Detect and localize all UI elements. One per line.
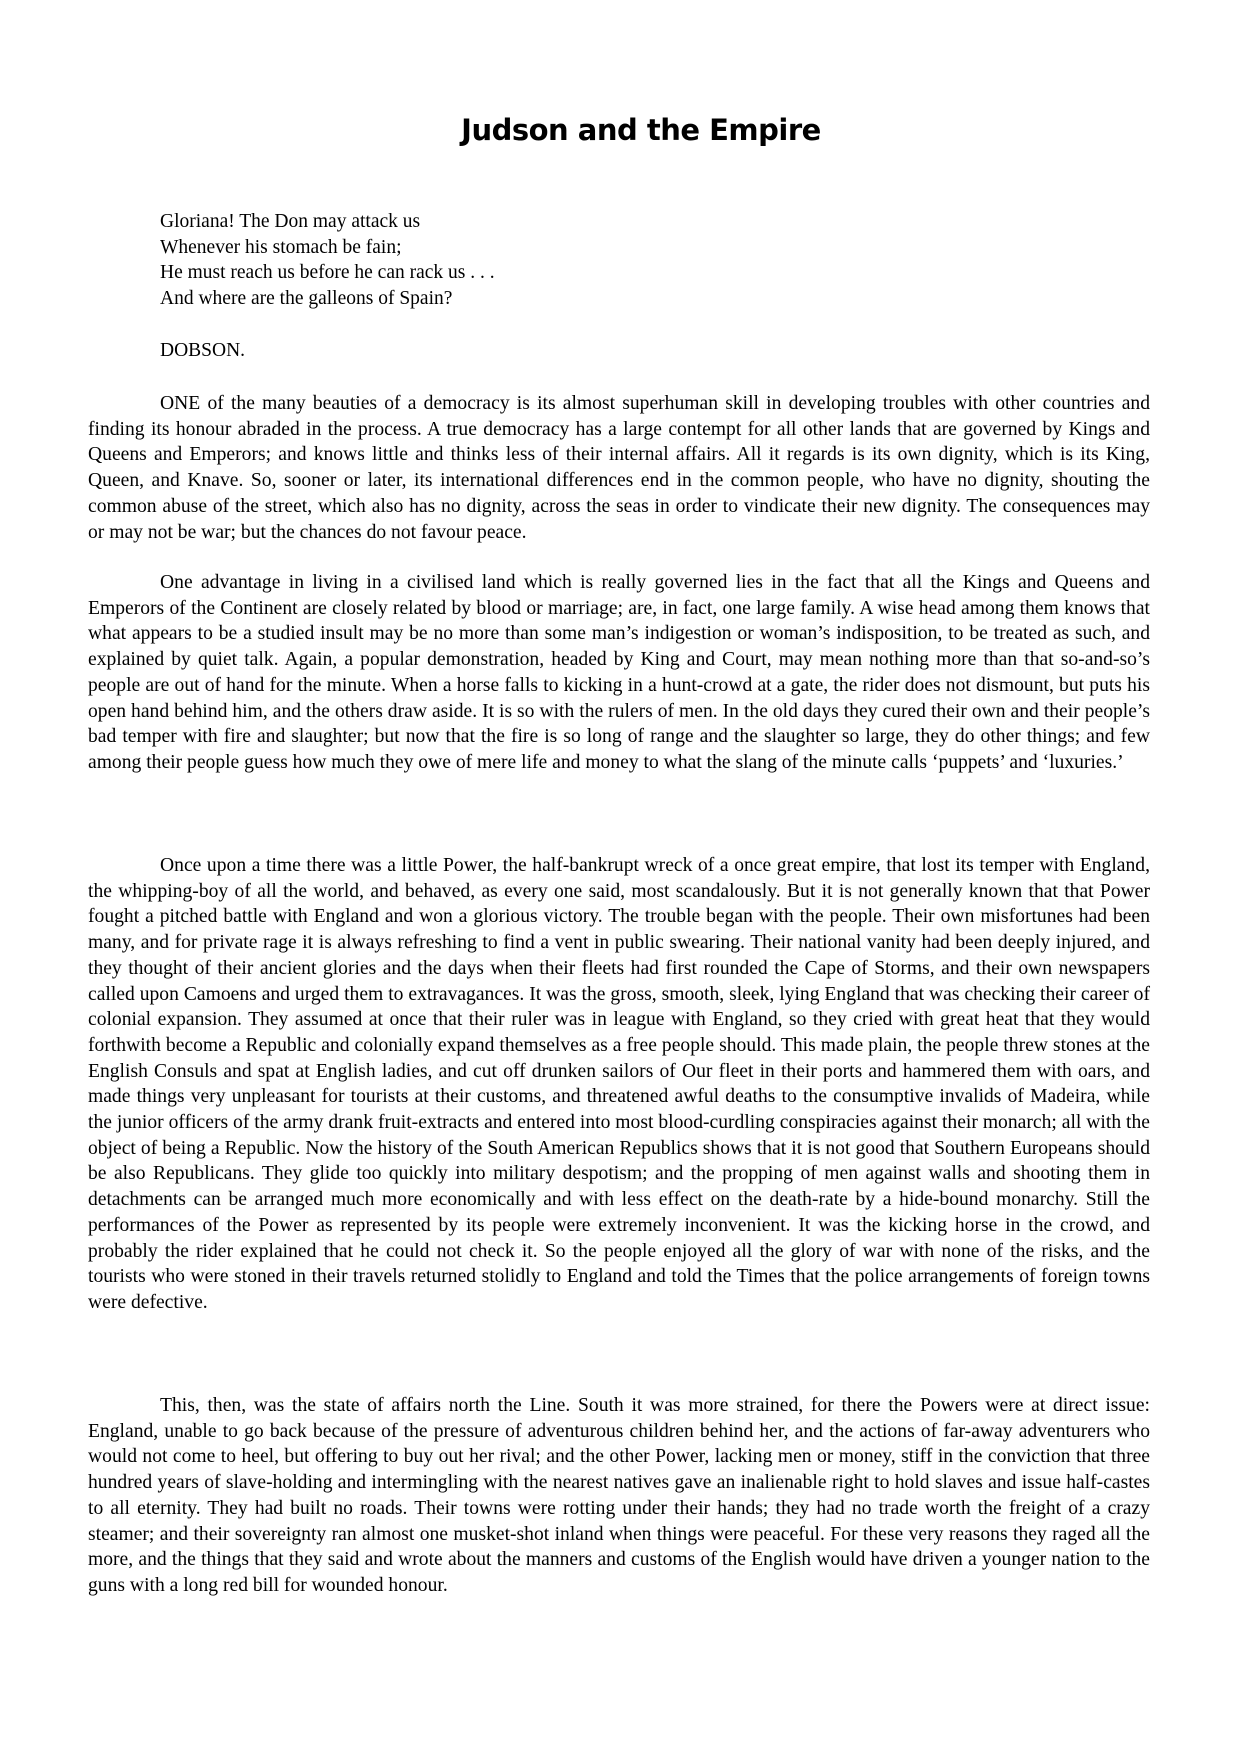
verse-line: Whenever his stomach be fain; xyxy=(160,236,402,258)
page-title: Judson and the Empire xyxy=(461,113,821,147)
body-paragraph: Once upon a time there was a little Power, the half-bankrupt wreck of a once great empire, that lost its temper with England, the whipping-boy of all the world, and behaved, as every one said, most scandalously. But it is not generally known that that Power fought a pitched battle with England and won a glorious victory. The trouble began with the people. Their own misfortunes had been many, and for private rage it is always refreshing to find a vent in public swearing. Their national vanity had been deeply injured, and they thought of their ancient glories and the days when their fleets had first rounded the Cape of Storms, and their own newspapers called upon Camoens and urged them to extravagances. It was the gross, smooth, sleek, lying England that was checking their career of colonial expansion. They assumed at once that their ruler was in league with England, so they cried with great heat that they would forthwith become a Republic and colonially expand themselves as a free people should. This made plain, the people threw stones at the English Consuls and spat at English ladies, and cut off drunken sailors of Our fleet in their ports and hammered them with oars, and made things very unpleasant for tourists at their customs, and threatened awful deaths to the consumptive invalids of Madeira, while the junior officers of the army drank fruit-extracts and entered into most blood-curdling conspiracies against their monarch; all with the object of being a Republic. Now the history of the South American Republics shows that it is not good that Southern Europeans should be also Republicans. They glide too quickly into military despotism; and the propping of men against walls and shooting them in detachments can be arranged much more economically and with less effect on the death-rate by a hide-bound monarchy. Still the performances of the Power as represented by its people were extremely inconvenient. It was the kicking horse in the crowd, and probably the rider explained that he could not check it. So the people enjoyed all the glory of war with none of the risks, and the tourists who were stoned in their travels returned stolidly to England and told the Times that the police arrangements of foreign towns were defective. xyxy=(88,855,1150,1313)
body-paragraph: One advantage in living in a civilised land which is really governed lies in the fact that all the Kings and Queens and Emperors of the Continent are closely related by blood or marriage; are, in fact, one large family. A wise head among them knows that what appears to be a studied insult may be no more than some man’s indigestion or woman’s indisposition, to be treated as such, and explained by quiet talk. Again, a popular demonstration, headed by King and Court, may mean nothing more than that so-and-so’s people are out of hand for the minute. When a horse falls to kicking in a hunt-crowd at a gate, the rider does not dismount, but puts his open hand behind him, and the others draw aside. It is so with the rulers of men. In the old days they cured their own and their people’s bad temper with fire and slaughter; but now that the fire is so long of range and the slaughter so large, they do other things; and few among their people guess how much they owe of mere life and money to what the slang of the minute calls ‘puppets’ and ‘luxuries.’ xyxy=(88,572,1150,773)
body-paragraph: This, then, was the state of affairs north the Line. South it was more strained, for there the Powers were at direct issue: England, unable to go back because of the pressure of adventurous children behind her, and the actions of far-away adventurers who would not come to heel, but offering to buy out her rival; and the other Power, lacking men or money, stiff in the conviction that three hundred years of slave-holding and intermingling with the nearest natives gave an inalienable right to hold slaves and issue half-castes to all eternity. They had built no roads. Their towns were rotting under their hands; they had no trade worth the freight of a crazy steamer; and their sovereignty ran almost one musket-shot inland when things were peaceful. For these very reasons they raged all the more, and the things that they said and wrote about the manners and customs of the English would have driven a younger nation to the guns with a long red bill for wounded honour. xyxy=(88,1395,1150,1596)
epigraph-attribution: DOBSON. xyxy=(160,340,246,361)
body-paragraph-4-block xyxy=(88,1393,1150,1599)
verse-line: Gloriana! The Don may attack us xyxy=(160,211,421,232)
verse-line: He must reach us before he can rack us . . . xyxy=(160,262,495,284)
body-paragraph-1-block xyxy=(88,391,1150,545)
epigraph-verse xyxy=(160,209,495,312)
body-paragraph-3-block xyxy=(88,853,1150,1316)
body-paragraph: ONE of the many beauties of a democracy is its almost superhuman skill in developing troubles with other countries and finding its honour abraded in the process. A true democracy has a large contempt for all other lands that are governed by Kings and Queens and Emperors; and knows little and thinks less of their internal affairs. All it regards is its own dignity, which is its King, Queen, and Knave. So, sooner or later, its international differences end in the common people, who have no dignity, shouting the common abuse of the street, which also has no dignity, across the seas in order to vindicate their new dignity. The consequences may or may not be war; but the chances do not favour peace. xyxy=(88,393,1150,543)
body-paragraph-2-block xyxy=(88,570,1150,776)
verse-line: And where are the galleons of Spain? xyxy=(160,288,453,310)
